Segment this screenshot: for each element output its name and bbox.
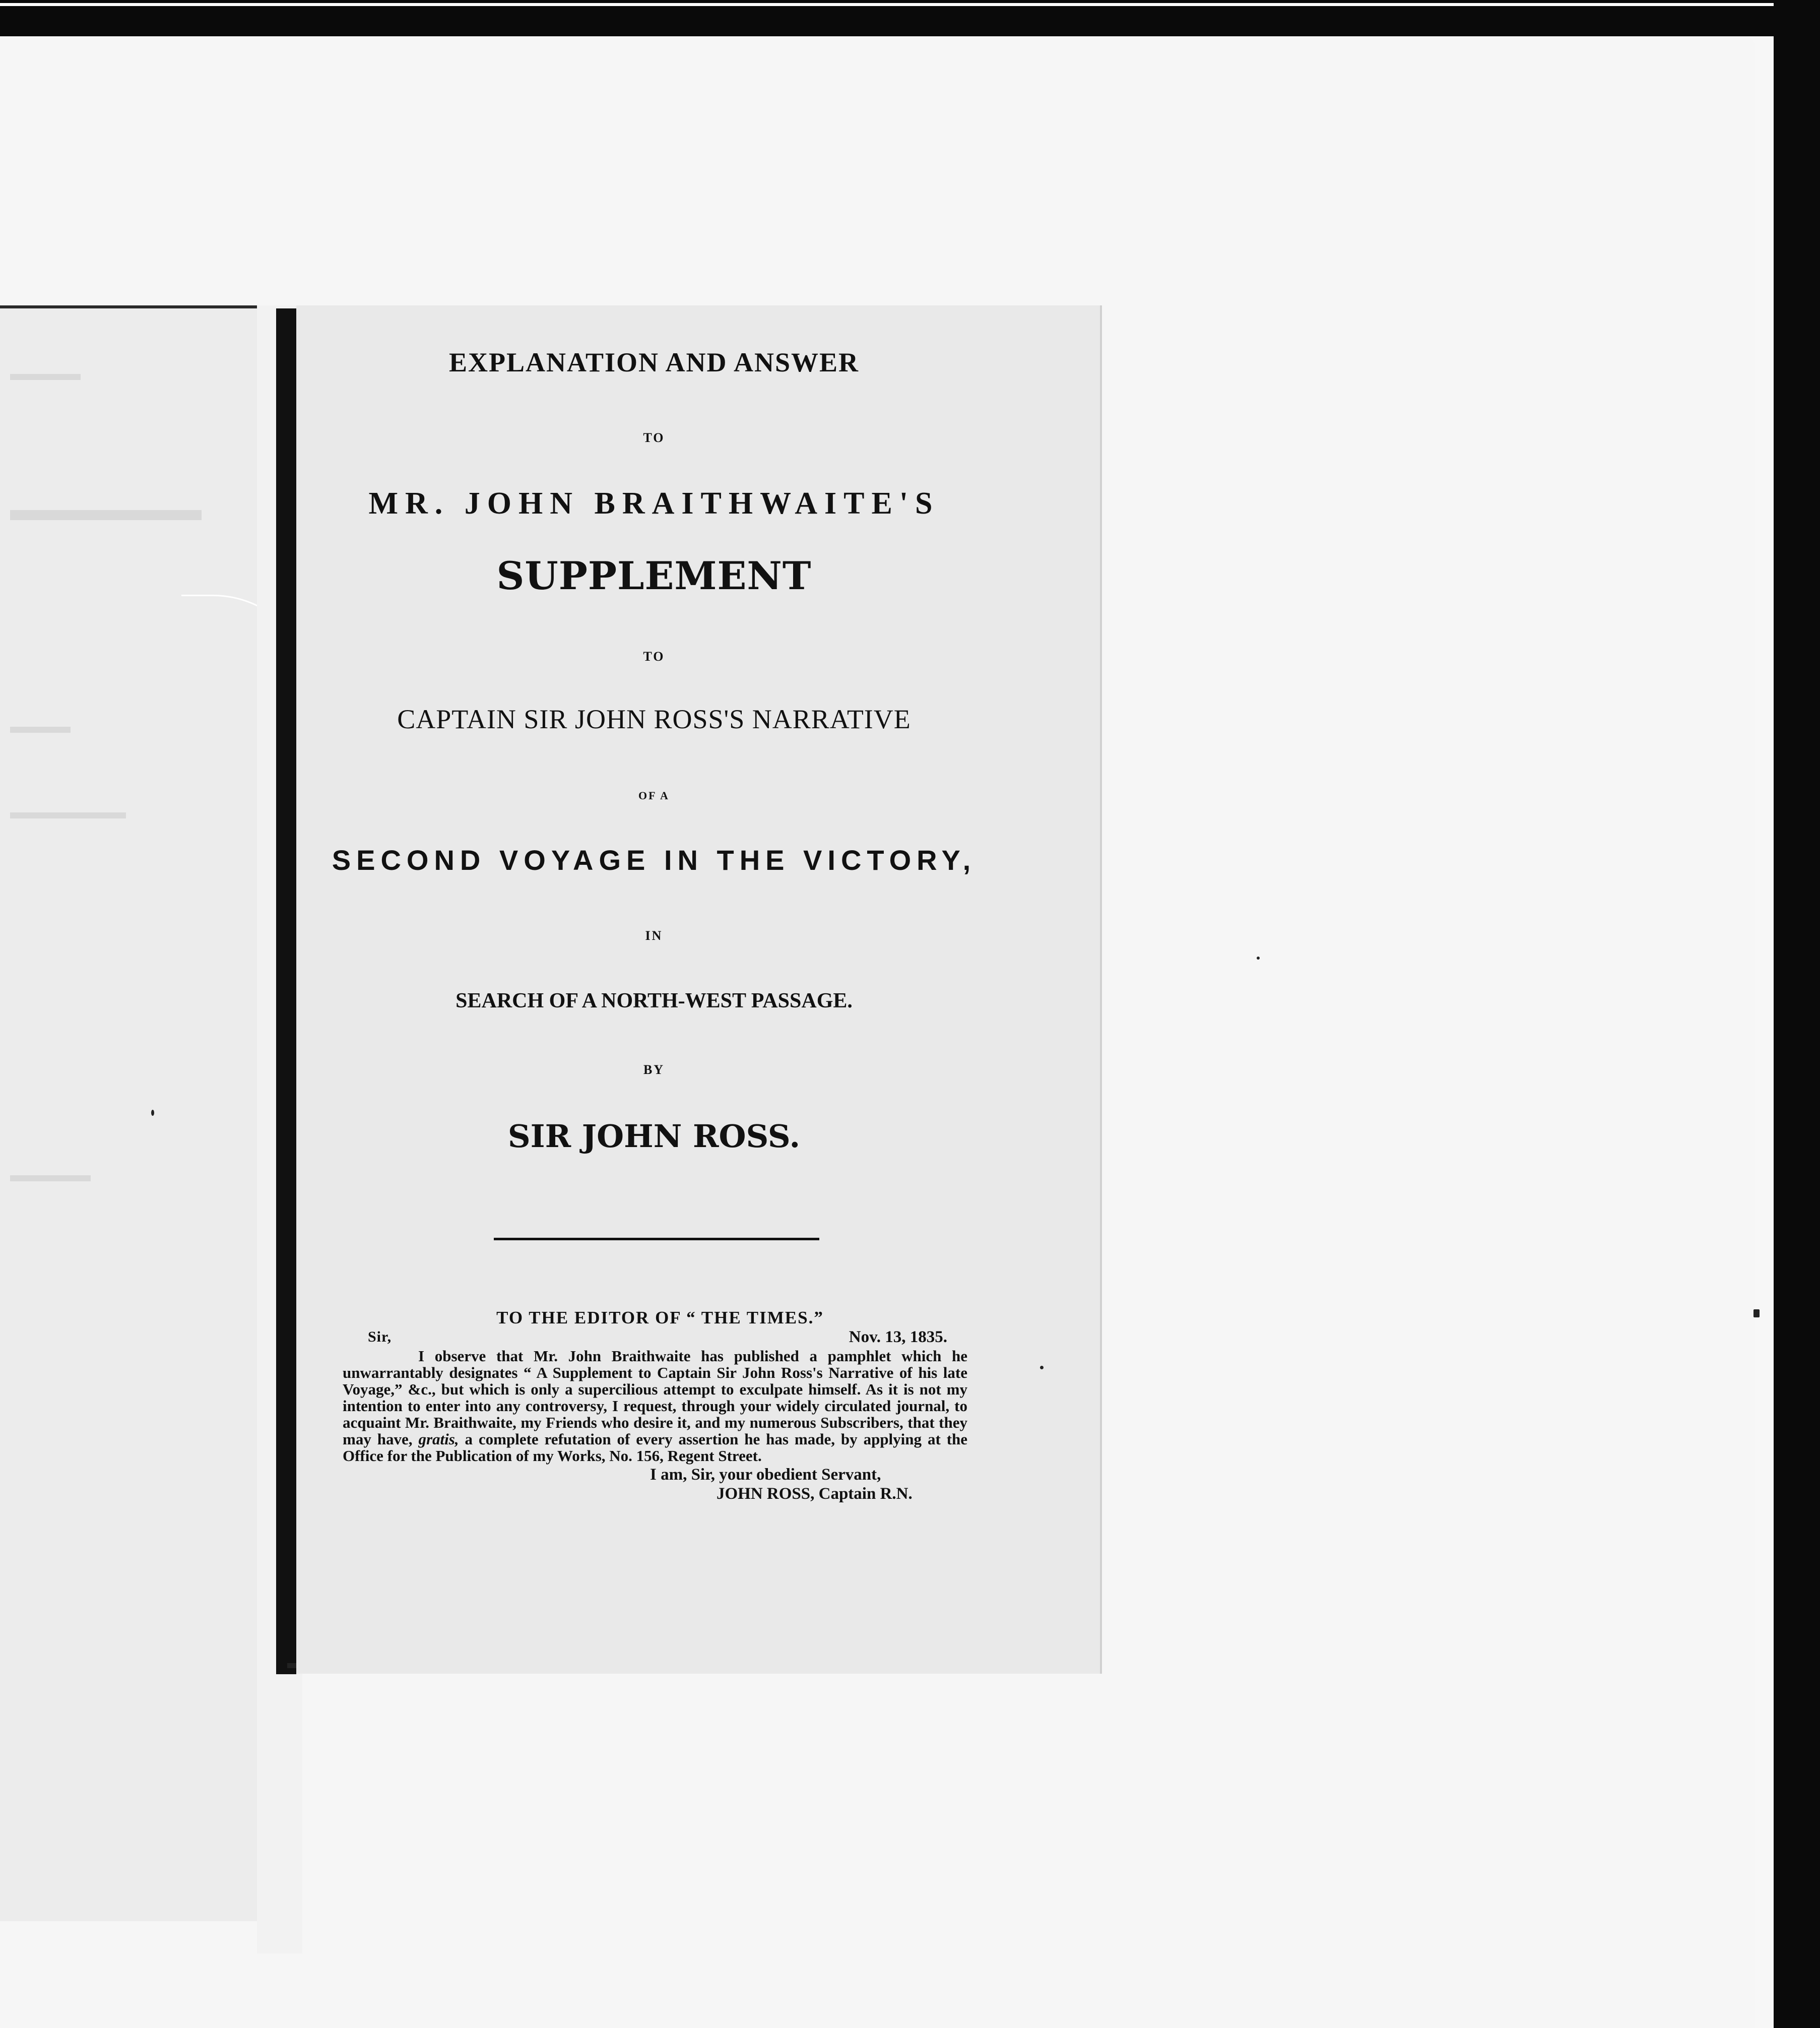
letter-heading: TO THE EDITOR OF “ THE TIMES.”	[496, 1308, 824, 1327]
left-page-ghost-text	[10, 374, 81, 380]
letter-salutation-row	[343, 1328, 967, 1348]
left-page-ghost-text	[10, 727, 71, 733]
title-page	[296, 305, 1100, 1674]
scan-speck	[151, 1110, 154, 1116]
scan-frame-top-highlight	[0, 3, 1794, 6]
title-line-narrative: CAPTAIN SIR JOHN ROSS'S NARRATIVE	[397, 704, 911, 734]
left-page-ghost-text	[10, 1175, 91, 1181]
author-name: SIR JOHN ROSS.	[507, 1118, 801, 1155]
title-line-explanation: EXPLANATION AND ANSWER	[448, 347, 860, 377]
title-line-north-west: SEARCH OF A NORTH-WEST PASSAGE.	[456, 989, 853, 1012]
letter-salutation: Sir,	[368, 1328, 392, 1345]
title-divider-rule	[494, 1238, 819, 1240]
pamphlet-page	[296, 305, 1102, 1674]
left-page-ghost-text	[10, 510, 202, 520]
title-line-braithwaite: MR. JOHN BRAITHWAITE'S	[368, 486, 940, 521]
letter-body-italic: gratis,	[418, 1430, 459, 1448]
letter-date: Nov. 13, 1835.	[849, 1328, 947, 1346]
connector-in: IN	[645, 928, 663, 943]
left-page	[0, 308, 257, 1921]
connector-to-2: TO	[643, 649, 665, 664]
connector-of-a: OF A	[638, 789, 670, 802]
scan-frame-right	[1774, 0, 1820, 2028]
title-line-second-voyage: SECOND VOYAGE IN THE VICTORY,	[332, 844, 977, 876]
letter-signature: JOHN ROSS, Captain R.N.	[717, 1485, 913, 1503]
scan-speck	[1257, 957, 1260, 960]
left-page-ghost-text	[10, 812, 126, 818]
letter-body	[343, 1348, 967, 1464]
scan-speck	[1040, 1366, 1044, 1369]
editor-letter	[343, 1309, 967, 1502]
letter-body-text-1: I observe that Mr. John Braithwaite has published a pamphlet which he unwarrantably designates “ A Supplement to Captain Sir John Ross's Narrative of his late Voyage,” &c., but which is only a supercilious attempt to exculpate himself. As it is not my intention to enter into any controversy, I request, through your widely circulated journal, to acquaint Mr. Braithwaite, my Friends who desire it, and my numerous Subscribers, that they may have,	[343, 1347, 967, 1448]
scan-speck	[1753, 1309, 1760, 1317]
spine-binding	[276, 308, 296, 1674]
letter-closing: I am, Sir, your obedient Servant,	[650, 1466, 881, 1484]
letter-body-text-2: a complete refutation of every assertion he has made, by applying at the Office for the Publication of my Works, No. 156, Regent Street.	[343, 1430, 968, 1465]
title-line-supplement: SUPPLEMENT	[496, 553, 812, 598]
connector-by: BY	[643, 1062, 665, 1077]
connector-to-1: TO	[643, 430, 665, 445]
